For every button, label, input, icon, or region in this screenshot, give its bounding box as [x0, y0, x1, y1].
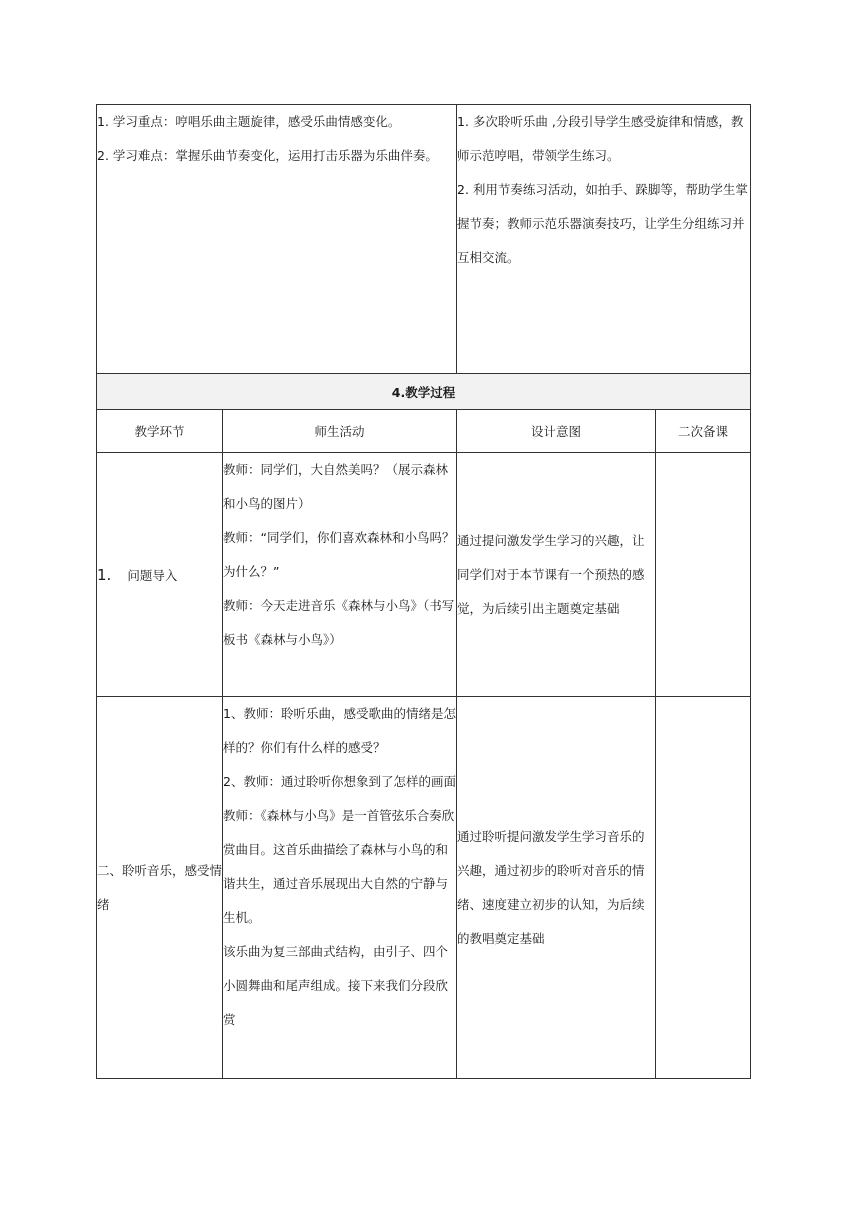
column-header-row: [97, 410, 751, 453]
section-title: 4.教学过程: [97, 374, 751, 410]
activity-cell: [223, 697, 457, 1079]
intent-text: 通过提问激发学生学习的兴趣，让同学们对于本节课有一个预热的感觉，为后续引出主题奠定基础: [457, 532, 645, 616]
stage-label: 二、聆听音乐，感受情绪: [97, 862, 223, 912]
lesson-plan-table: [96, 104, 751, 1079]
column-header: 设计意图: [457, 410, 656, 453]
activity-line: 该乐曲为复三部曲式结构，由引子、四个小圆舞曲和尾声组成。接下来我们分段欣赏: [223, 944, 449, 1027]
key-points-row: [97, 105, 751, 374]
activity-line: 2、教师：通过聆听你想象到了怎样的画面: [223, 774, 456, 789]
activity-cell: [223, 453, 457, 697]
activity-line: 教师：“同学们，你们喜欢森林和小鸟吗？为什么？”: [223, 530, 455, 579]
notes-cell: [656, 697, 751, 1079]
strategy-item: 2. 利用节奏练习活动，如拍手、跺脚等，帮助学生掌握节奏；教师示范乐器演奏技巧，让学生分组练习并互相交流。: [457, 182, 748, 265]
intent-text: 通过聆听提问激发学生学习音乐的兴趣，通过初步的聆听对音乐的情绪、速度建立初步的认知，为后续的教唱奠定基础: [457, 828, 645, 946]
table-row: [97, 453, 751, 697]
activity-line: 教师：同学们，大自然美吗？（展示森林和小鸟的图片）: [223, 462, 449, 511]
column-header: 二次备课: [656, 410, 751, 453]
difficulty-point: 2. 学习难点：掌握乐曲节奏变化，运用打击乐器为乐曲伴奏。: [97, 148, 438, 163]
intent-cell: [457, 697, 656, 1079]
stage-cell: [97, 453, 223, 697]
stage-label: 问题导入: [127, 567, 178, 583]
table-row: [97, 697, 751, 1079]
strategy-item: 1. 多次聆听乐曲 ,分段引导学生感受旋律和情感，教师示范哼唱，带领学生练习。: [457, 114, 744, 163]
notes-cell: [656, 453, 751, 697]
column-header: 教学环节: [97, 410, 223, 453]
section-header-row: [97, 374, 751, 410]
column-header: 师生活动: [223, 410, 457, 453]
activity-line: 1、教师：聆听乐曲，感受歌曲的情绪是怎样的？你们有什么样的感受？: [223, 706, 456, 755]
stage-number: 1.: [97, 565, 112, 584]
key-point: 1. 学习重点：哼唱乐曲主题旋律，感受乐曲情感变化。: [97, 114, 401, 129]
activity-line: 教师：今天走进音乐《森林与小鸟》（书写板书《森林与小鸟》）: [223, 598, 455, 647]
activity-line: 教师：《森林与小鸟》是一首管弦乐合奏欣赏曲目。这首乐曲描绘了森林与小鸟的和谐共生，通过音乐展现出大自然的宁静与生机。: [223, 808, 455, 925]
stage-cell: [97, 697, 223, 1079]
strategies-cell: [457, 105, 751, 374]
key-points-cell: [97, 105, 457, 374]
intent-cell: [457, 453, 656, 697]
